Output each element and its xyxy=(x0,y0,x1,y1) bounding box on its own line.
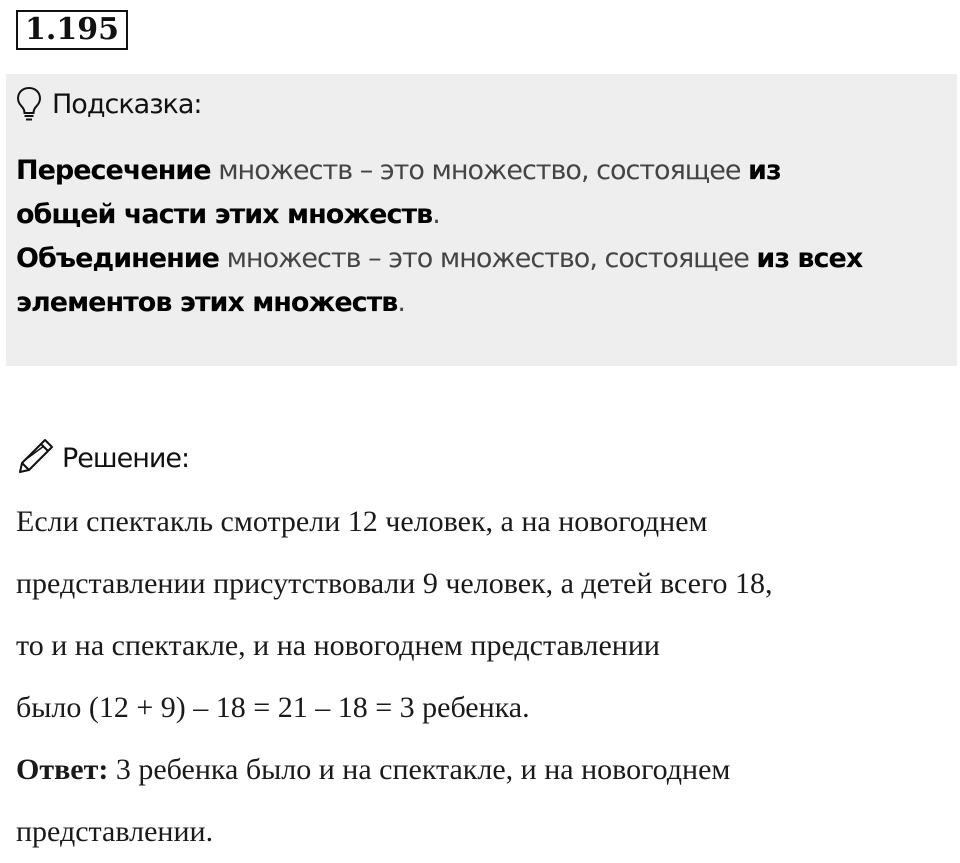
solution-line-3: то и на спектакле, и на новогоднем представлении xyxy=(16,629,660,662)
answer-continuation: представлении. xyxy=(16,815,214,848)
pencil-icon xyxy=(16,436,56,481)
solution-title: Решение: xyxy=(62,442,190,474)
union-definition-line-1 xyxy=(16,242,862,276)
union-end: . xyxy=(397,287,405,318)
answer-label: Ответ: xyxy=(16,753,109,786)
lightbulb-icon xyxy=(16,86,42,122)
union-term: Объединение xyxy=(16,243,219,274)
union-definition-line-2 xyxy=(16,286,405,320)
union-mid: множеств – это множество, состоящее xyxy=(218,243,757,274)
solution-line-2: представлении присутствовали 9 человек, а детей всего 18, xyxy=(16,567,773,600)
intersection-bold-1: из xyxy=(748,155,781,186)
answer-text: 3 ребенка было и на спектакле, и на новогоднем xyxy=(108,753,731,786)
answer-line xyxy=(16,752,730,788)
problem-number: 1.195 xyxy=(16,10,128,50)
intersection-term: Пересечение xyxy=(16,155,211,186)
solution-line-4: было (12 + 9) – 18 = 21 – 18 = 3 ребенка. xyxy=(16,691,530,724)
intersection-definition-line-1 xyxy=(16,154,781,188)
union-bold-1: из всех xyxy=(756,243,863,274)
hint-header xyxy=(16,84,202,124)
solution-line-1: Если спектакль смотрели 12 человек, а на новогоднем xyxy=(16,505,708,538)
solution-header xyxy=(16,436,189,480)
union-bold-2: элементов этих множеств xyxy=(16,287,398,318)
intersection-bold-2: общей части этих множеств xyxy=(16,199,433,230)
intersection-mid: множеств – это множество, состоящее xyxy=(210,155,749,186)
intersection-end: . xyxy=(432,199,440,230)
hint-title: Подсказка: xyxy=(52,88,202,120)
intersection-definition-line-2 xyxy=(16,198,440,232)
